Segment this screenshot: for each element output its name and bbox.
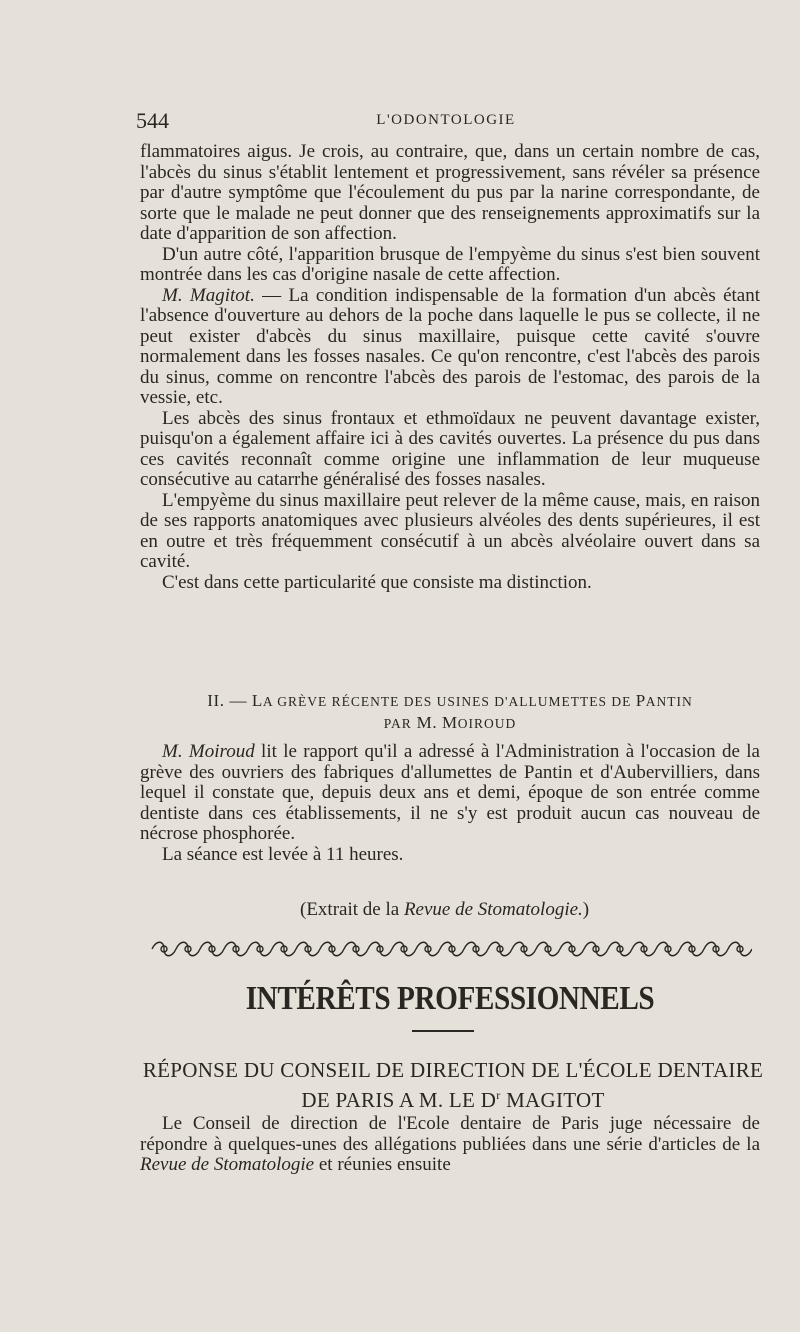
section-heading-line-2 bbox=[140, 712, 760, 734]
section-heading bbox=[140, 690, 760, 734]
article-body bbox=[140, 1114, 760, 1176]
heading-initial: L bbox=[251, 691, 263, 710]
paragraph: C'est dans cette particularité que consiste ma distinction. bbox=[162, 571, 592, 593]
section-number: II. — bbox=[207, 691, 252, 710]
discussion-block bbox=[140, 142, 760, 593]
speaker-name: M. Magitot. bbox=[162, 284, 255, 306]
citation-title: Revue de Stomatologie. bbox=[403, 899, 583, 920]
article-title-line-1: RÉPONSE DU CONSEIL DE DIRECTION DE L'ÉCOLE DENTAIRE bbox=[142, 1058, 764, 1082]
paragraph: L'empyème du sinus maxillaire peut relever de la même cause, mais, en raison de ses rapports anatomiques avec plusieurs alvéoles des dents supérieures, il est en outre et très fréquemment consécutif à un abcès alvéolaire ouvert dans sa cavité. bbox=[140, 489, 760, 572]
paragraph-text: — La condition indispensable de la formation d'un abcès étant l'absence d'ouverture au dehors de la poche dans laquelle le pus se collecte, il ne peut exister d'abcès du sinus maxillaire, puisque cette cavité s'ouvre normalement dans les fosses nasales. Ce qu'on rencontre, c'est l'abcès des parois du sinus, comme on rencontre l'abcès des parois de l'estomac, des parois de la vessie, etc. bbox=[140, 284, 760, 408]
paragraph: D'un autre côté, l'apparition brusque de l'empyème du sinus s'est bien souvent montrée dans les cas d'origine nasale de cette affection. bbox=[140, 243, 760, 285]
paragraph: Les abcès des sinus frontaux et ethmoïdaux ne peuvent davantage exister, puisqu'on a également affaire ici à des cavités ouvertes. La présence du pus dans ces cavités reconnaît comme origine une inflammation de leur muqueuse consécutive au catarrhe généralisé des fosses nasales. bbox=[140, 407, 760, 490]
paragraph-text: lit le rapport qu'il a adressé à l'Administration à l'occasion de la grève des ouvriers des fabriques d'allumettes de Pantin et d'Aubervilliers, dans lequel il constate que, depuis deux ans et demi, époque de son entrée comme dentiste dans ces établissements, il ne s'y est produit aucun cas nouveau de nécrose phosphorée. bbox=[140, 741, 760, 844]
heading-smallcaps: ANTIN bbox=[645, 694, 693, 709]
paragraph: La séance est levée à 11 heures. bbox=[162, 843, 404, 865]
report-block bbox=[140, 742, 760, 865]
page-number: 544 bbox=[136, 108, 169, 133]
source-citation bbox=[300, 899, 589, 921]
ornament-scroll bbox=[152, 942, 752, 956]
heading-initial: M. M bbox=[416, 713, 458, 732]
main-heading: INTÉRÊTS PROFESSIONNELS bbox=[245, 980, 655, 1017]
running-head bbox=[136, 108, 756, 138]
paragraph: flammatoires aigus. Je crois, au contraire, que, dans un certain nombre de cas, l'abcès du sinus s'établit lentement et progressivement, sans révéler sa présence par d'autre symptôme que l'écoulement du pus par la narine correspondante, de sorte que le malade ne peut donner que des renseignements approximatifs sur la date d'apparition de son affection. bbox=[140, 141, 760, 244]
journal-reference: Revue de Stomatologie bbox=[140, 1154, 315, 1175]
article-title bbox=[140, 1058, 766, 1113]
heading-smallcaps: OIROUD bbox=[457, 716, 517, 731]
paragraph bbox=[140, 742, 760, 845]
speaker-name: M. Moiroud bbox=[162, 741, 255, 762]
heading-smallcaps: A GRÈVE RÉCENTE DES USINES D'ALLUMETTES DE bbox=[262, 694, 636, 709]
heading-par: PAR bbox=[383, 716, 412, 731]
paragraph bbox=[140, 1114, 760, 1176]
title-text: DE PARIS A M. LE D bbox=[301, 1088, 497, 1112]
title-text: MAGITOT bbox=[500, 1088, 605, 1112]
citation-prefix: (Extrait de la bbox=[300, 899, 404, 920]
article-title-line-2 bbox=[140, 1083, 766, 1113]
heading-rule bbox=[412, 1030, 474, 1032]
journal-title: L'ODONTOLOGIE bbox=[376, 112, 516, 128]
paragraph bbox=[140, 286, 760, 409]
citation-suffix: ) bbox=[582, 899, 590, 920]
paragraph-text: et réunies ensuite bbox=[314, 1154, 451, 1175]
title-superscript: r bbox=[496, 1088, 501, 1102]
section-heading-line-1 bbox=[140, 690, 760, 712]
ornamental-border bbox=[148, 938, 752, 960]
heading-initial: P bbox=[635, 691, 646, 710]
paragraph-text: Le Conseil de direction de l'Ecole dentaire de Paris juge nécessaire de répondre à quelques-unes des allégations publiées dans une série d'articles de la bbox=[140, 1113, 760, 1155]
